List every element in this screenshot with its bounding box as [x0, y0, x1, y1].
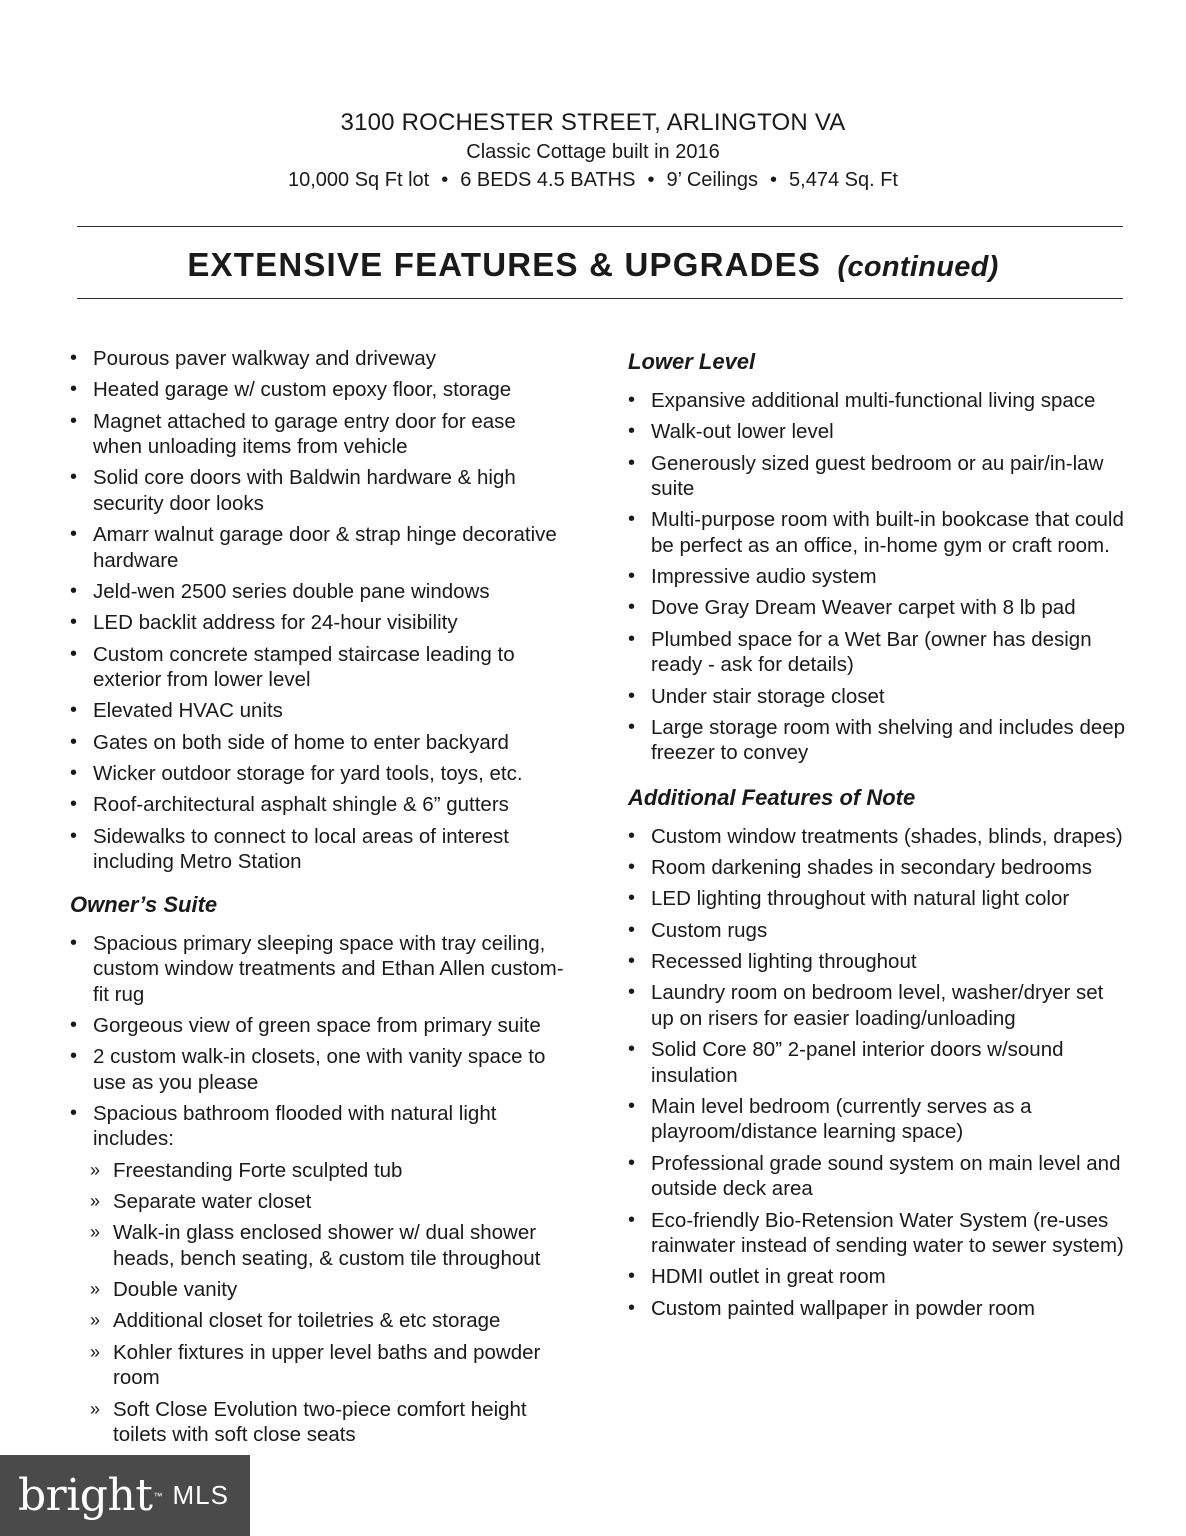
- list-item: • Eco-friendly Bio-Retension Water System (re-uses rainwater instead of sending water to sewer system): [628, 1208, 1128, 1259]
- list-item: • Multi-purpose room with built-in bookcase that could be perfect as an office, in-home gym or craft room.: [628, 507, 1128, 558]
- list-item: • Spacious primary sleeping space with tray ceiling, custom window treatments and Ethan Allen custom-fit rug: [70, 931, 570, 1008]
- stat-ceilings: 9’ Ceilings: [666, 169, 759, 191]
- section-heading-additional-features: Additional Features of Note: [628, 784, 916, 810]
- bullet-separator: •: [441, 169, 449, 191]
- sub-list-item: » Freestanding Forte sculpted tub: [70, 1158, 570, 1184]
- list-item: • Solid core doors with Baldwin hardware & high security door looks: [70, 465, 570, 516]
- list-item: • Elevated HVAC units: [70, 698, 570, 724]
- logo-trademark: ™: [153, 1490, 163, 1501]
- list-item: • Roof-architectural asphalt shingle & 6” gutters: [70, 792, 570, 818]
- list-item: • Custom window treatments (shades, blinds, drapes): [628, 824, 1128, 850]
- list-item: • Plumbed space for a Wet Bar (owner has design ready - ask for details): [628, 627, 1128, 678]
- list-item: • Spacious bathroom flooded with natural light includes:: [70, 1101, 570, 1152]
- list-item: • LED backlit address for 24-hour visibility: [70, 610, 570, 636]
- list-item: • Room darkening shades in secondary bedrooms: [628, 855, 1128, 881]
- list-item: • Impressive audio system: [628, 564, 1128, 590]
- sub-list-item: » Soft Close Evolution two-piece comfort height toilets with soft close seats: [70, 1397, 570, 1448]
- list-item: • Large storage room with shelving and includes deep freezer to convey: [628, 715, 1128, 766]
- sub-list-item: » Additional closet for toiletries & etc storage: [70, 1308, 570, 1334]
- lower-level-list: [628, 388, 1128, 766]
- list-item: • Custom painted wallpaper in powder room: [628, 1296, 1128, 1322]
- property-stats: [0, 166, 1186, 194]
- page-title-main: EXTENSIVE FEATURES & UPGRADES: [187, 246, 822, 283]
- right-column: [628, 346, 1128, 1327]
- owners-suite-list: [70, 931, 570, 1152]
- stat-beds-baths: 6 BEDS 4.5 BATHS: [460, 169, 636, 191]
- list-item: • Walk-out lower level: [628, 419, 1128, 445]
- list-item: • Laundry room on bedroom level, washer/dryer set up on risers for easier loading/unloading: [628, 980, 1128, 1031]
- sub-list-item: » Double vanity: [70, 1277, 570, 1303]
- list-item: • Main level bedroom (currently serves as a playroom/distance learning space): [628, 1094, 1128, 1145]
- sub-list-item: » Kohler fixtures in upper level baths and powder room: [70, 1340, 570, 1391]
- list-item: • Wicker outdoor storage for yard tools, toys, etc.: [70, 761, 570, 787]
- property-header: [0, 108, 1186, 194]
- divider-bottom: [77, 298, 1123, 299]
- list-item: • Under stair storage closet: [628, 684, 1128, 710]
- list-item: • LED lighting throughout with natural light color: [628, 886, 1128, 912]
- list-item: • Professional grade sound system on main level and outside deck area: [628, 1151, 1128, 1202]
- property-subtitle: Classic Cottage built in 2016: [466, 141, 720, 163]
- list-item: • Expansive additional multi-functional living space: [628, 388, 1128, 414]
- list-item: • HDMI outlet in great room: [628, 1264, 1128, 1290]
- section-heading-lower-level: Lower Level: [628, 349, 756, 374]
- sub-list-item: » Separate water closet: [70, 1189, 570, 1215]
- list-item: • Custom rugs: [628, 918, 1128, 944]
- stat-sqft: 5,474 Sq. Ft: [789, 169, 898, 191]
- list-item: • Pourous paver walkway and driveway: [70, 346, 570, 372]
- property-address: 3100 ROCHESTER STREET, ARLINGTON VA: [340, 109, 846, 136]
- list-item: • Gorgeous view of green space from primary suite: [70, 1013, 570, 1039]
- page-title: [0, 244, 1186, 288]
- bathroom-features-list: [70, 1158, 570, 1448]
- list-item: • Gates on both side of home to enter backyard: [70, 730, 570, 756]
- list-item: • 2 custom walk-in closets, one with vanity space to use as you please: [70, 1044, 570, 1095]
- list-item: • Generously sized guest bedroom or au pair/in-law suite: [628, 451, 1128, 502]
- list-item: • Jeld-wen 2500 series double pane windows: [70, 579, 570, 605]
- sub-list-item: » Walk-in glass enclosed shower w/ dual shower heads, bench seating, & custom tile throughout: [70, 1220, 570, 1271]
- page-title-suffix: (continued): [837, 251, 999, 283]
- list-item: • Dove Gray Dream Weaver carpet with 8 lb pad: [628, 595, 1128, 621]
- logo-brand: bright: [18, 1470, 153, 1521]
- list-item: • Magnet attached to garage entry door for ease when unloading items from vehicle: [70, 409, 570, 460]
- left-column: [70, 346, 570, 1453]
- list-item: • Solid Core 80” 2-panel interior doors w/sound insulation: [628, 1037, 1128, 1088]
- list-item: • Custom concrete stamped staircase leading to exterior from lower level: [70, 642, 570, 693]
- logo-mls: MLS: [172, 1480, 229, 1510]
- stat-lot: 10,000 Sq Ft lot: [287, 169, 430, 191]
- list-item: • Heated garage w/ custom epoxy floor, storage: [70, 377, 570, 403]
- list-item: • Amarr walnut garage door & strap hinge decorative hardware: [70, 522, 570, 573]
- bright-mls-logo: [0, 1455, 250, 1536]
- list-item: • Recessed lighting throughout: [628, 949, 1128, 975]
- list-item: • Sidewalks to connect to local areas of interest including Metro Station: [70, 824, 570, 875]
- exterior-features-list: [70, 346, 570, 875]
- section-heading-owners-suite: Owner’s Suite: [70, 891, 218, 917]
- bullet-separator: •: [647, 169, 655, 191]
- divider-top: [77, 226, 1123, 227]
- bullet-separator: •: [770, 169, 778, 191]
- additional-features-list: [628, 824, 1128, 1321]
